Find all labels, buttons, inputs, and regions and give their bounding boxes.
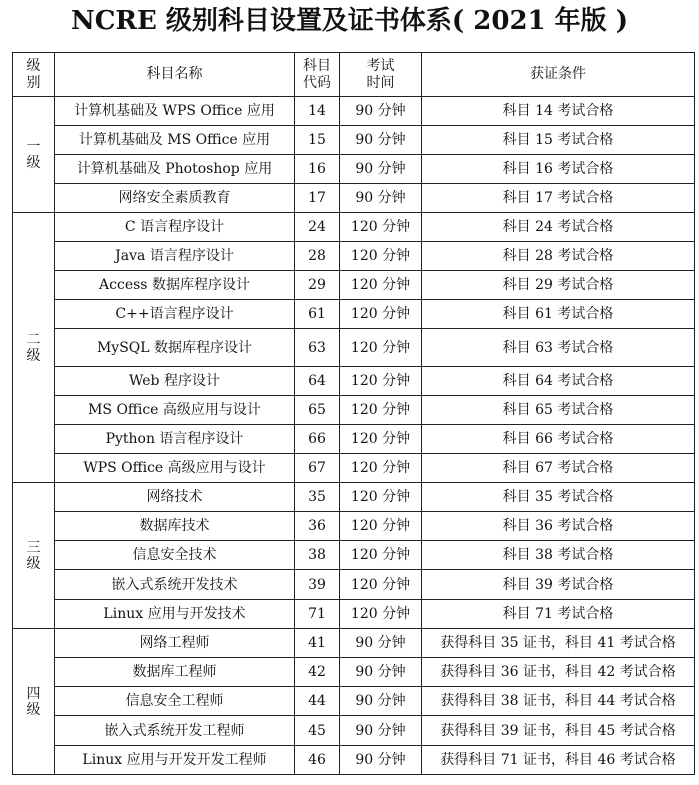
code-cell: 35 [295, 483, 340, 512]
condition-cell: 科目 65 考试合格 [422, 396, 695, 425]
code-cell: 46 [295, 746, 340, 775]
subject-cell: 嵌入式系统开发工程师 [55, 716, 295, 746]
condition-cell: 科目 14 考试合格 [422, 97, 695, 126]
code-cell: 15 [295, 126, 340, 155]
level-label-line: 四 [26, 685, 41, 702]
condition-cell: 科目 35 考试合格 [422, 483, 695, 512]
duration-cell: 120 分钟 [340, 271, 422, 300]
subject-cell: 计算机基础及 Photoshop 应用 [55, 155, 295, 184]
table-row [13, 300, 695, 329]
table-row [13, 658, 695, 687]
header-duration-line-1: 考试 [366, 57, 395, 74]
subject-cell: 计算机基础及 MS Office 应用 [55, 126, 295, 155]
condition-cell: 获得科目 36 证书，科目 42 考试合格 [422, 658, 695, 687]
subject-cell: 网络技术 [55, 483, 295, 512]
condition-cell: 科目 17 考试合格 [422, 184, 695, 213]
subject-cell: MySQL 数据库程序设计 [55, 329, 295, 367]
table-row [13, 483, 695, 512]
subject-cell: 网络工程师 [55, 629, 295, 658]
table-row [13, 367, 695, 396]
duration-cell: 90 分钟 [340, 658, 422, 687]
code-cell: 17 [295, 184, 340, 213]
table-row [13, 242, 695, 271]
duration-cell: 90 分钟 [340, 746, 422, 775]
code-cell: 24 [295, 213, 340, 242]
subject-cell: 嵌入式系统开发技术 [55, 570, 295, 600]
duration-cell: 120 分钟 [340, 425, 422, 454]
table-row [13, 184, 695, 213]
duration-cell: 120 分钟 [340, 541, 422, 570]
condition-cell: 科目 24 考试合格 [422, 213, 695, 242]
subject-cell: WPS Office 高级应用与设计 [55, 454, 295, 483]
level-label-line: 级 [26, 555, 41, 572]
duration-cell: 120 分钟 [340, 367, 422, 396]
condition-cell: 科目 39 考试合格 [422, 570, 695, 600]
condition-cell: 科目 71 考试合格 [422, 600, 695, 629]
code-cell: 29 [295, 271, 340, 300]
condition-cell: 获得科目 38 证书，科目 44 考试合格 [422, 687, 695, 716]
condition-cell: 科目 28 考试合格 [422, 242, 695, 271]
condition-cell: 科目 38 考试合格 [422, 541, 695, 570]
code-cell: 63 [295, 329, 340, 367]
code-cell: 44 [295, 687, 340, 716]
duration-cell: 120 分钟 [340, 600, 422, 629]
level-cell [13, 213, 55, 483]
table-row [13, 271, 695, 300]
code-cell: 36 [295, 512, 340, 541]
code-cell: 67 [295, 454, 340, 483]
condition-cell: 获得科目 39 证书，科目 45 考试合格 [422, 716, 695, 746]
code-cell: 28 [295, 242, 340, 271]
code-cell: 42 [295, 658, 340, 687]
condition-cell: 科目 29 考试合格 [422, 271, 695, 300]
duration-cell: 90 分钟 [340, 184, 422, 213]
duration-cell: 120 分钟 [340, 483, 422, 512]
subject-cell: Java 语言程序设计 [55, 242, 295, 271]
code-cell: 16 [295, 155, 340, 184]
header-level-line-1: 级 [26, 57, 41, 74]
duration-cell: 120 分钟 [340, 329, 422, 367]
code-cell: 39 [295, 570, 340, 600]
table-row [13, 600, 695, 629]
level-cell [13, 629, 55, 775]
table-row [13, 155, 695, 184]
code-cell: 66 [295, 425, 340, 454]
condition-cell: 获得科目 71 证书，科目 46 考试合格 [422, 746, 695, 775]
table-row [13, 570, 695, 600]
header-duration-line-2: 时间 [366, 74, 395, 91]
duration-cell: 90 分钟 [340, 716, 422, 746]
table-row [13, 512, 695, 541]
code-cell: 65 [295, 396, 340, 425]
condition-cell: 科目 67 考试合格 [422, 454, 695, 483]
table-header-row [13, 53, 695, 97]
table-row [13, 396, 695, 425]
table-row [13, 454, 695, 483]
level-cell [13, 97, 55, 213]
code-cell: 71 [295, 600, 340, 629]
subject-cell: C++语言程序设计 [55, 300, 295, 329]
table-row [13, 746, 695, 775]
level-label-line: 一 [26, 138, 41, 155]
level-label-line: 三 [26, 539, 41, 556]
table-row [13, 425, 695, 454]
subject-cell: 数据库技术 [55, 512, 295, 541]
code-cell: 41 [295, 629, 340, 658]
page-title: NCRE 级别科目设置及证书体系( 2021 年版 ) [70, 6, 629, 36]
level-label-line: 二 [26, 331, 41, 348]
table-row [13, 213, 695, 242]
header-condition: 获证条件 [422, 53, 695, 97]
table-row [13, 329, 695, 367]
condition-cell: 获得科目 35 证书，科目 41 考试合格 [422, 629, 695, 658]
table-body [13, 97, 695, 775]
duration-cell: 90 分钟 [340, 97, 422, 126]
condition-cell: 科目 61 考试合格 [422, 300, 695, 329]
duration-cell: 120 分钟 [340, 454, 422, 483]
subject-cell: Python 语言程序设计 [55, 425, 295, 454]
header-subject: 科目名称 [55, 53, 295, 97]
duration-cell: 120 分钟 [340, 512, 422, 541]
table-row [13, 716, 695, 746]
subject-cell: C 语言程序设计 [55, 213, 295, 242]
table-row [13, 687, 695, 716]
subject-cell: 数据库工程师 [55, 658, 295, 687]
subject-cell: Web 程序设计 [55, 367, 295, 396]
subject-cell: Access 数据库程序设计 [55, 271, 295, 300]
duration-cell: 120 分钟 [340, 300, 422, 329]
subject-cell: 计算机基础及 WPS Office 应用 [55, 97, 295, 126]
header-level [13, 53, 55, 97]
subject-cell: MS Office 高级应用与设计 [55, 396, 295, 425]
duration-cell: 90 分钟 [340, 687, 422, 716]
code-cell: 64 [295, 367, 340, 396]
subject-cell: 信息安全工程师 [55, 687, 295, 716]
header-code-line-1: 科目 [303, 57, 331, 74]
condition-cell: 科目 66 考试合格 [422, 425, 695, 454]
duration-cell: 120 分钟 [340, 396, 422, 425]
condition-cell: 科目 36 考试合格 [422, 512, 695, 541]
subject-cell: 网络安全素质教育 [55, 184, 295, 213]
duration-cell: 120 分钟 [340, 213, 422, 242]
header-code [295, 53, 340, 97]
level-cell [13, 483, 55, 629]
code-cell: 45 [295, 716, 340, 746]
code-cell: 38 [295, 541, 340, 570]
code-cell: 61 [295, 300, 340, 329]
table-row [13, 541, 695, 570]
subject-cell: 信息安全技术 [55, 541, 295, 570]
level-label-line: 级 [26, 154, 41, 171]
condition-cell: 科目 64 考试合格 [422, 367, 695, 396]
condition-cell: 科目 16 考试合格 [422, 155, 695, 184]
subject-cell: Linux 应用与开发开发工程师 [55, 746, 295, 775]
level-label-line: 级 [26, 701, 41, 718]
level-label-line: 级 [26, 347, 41, 364]
header-duration [340, 53, 422, 97]
subject-cell: Linux 应用与开发技术 [55, 600, 295, 629]
header-code-line-2: 代码 [303, 74, 331, 91]
condition-cell: 科目 63 考试合格 [422, 329, 695, 367]
duration-cell: 120 分钟 [340, 570, 422, 600]
table-row [13, 97, 695, 126]
table-row [13, 629, 695, 658]
duration-cell: 90 分钟 [340, 155, 422, 184]
code-cell: 14 [295, 97, 340, 126]
duration-cell: 90 分钟 [340, 629, 422, 658]
duration-cell: 90 分钟 [340, 126, 422, 155]
header-level-line-2: 别 [26, 74, 41, 91]
table-row [13, 126, 695, 155]
ncre-subject-table [12, 52, 695, 775]
duration-cell: 120 分钟 [340, 242, 422, 271]
condition-cell: 科目 15 考试合格 [422, 126, 695, 155]
